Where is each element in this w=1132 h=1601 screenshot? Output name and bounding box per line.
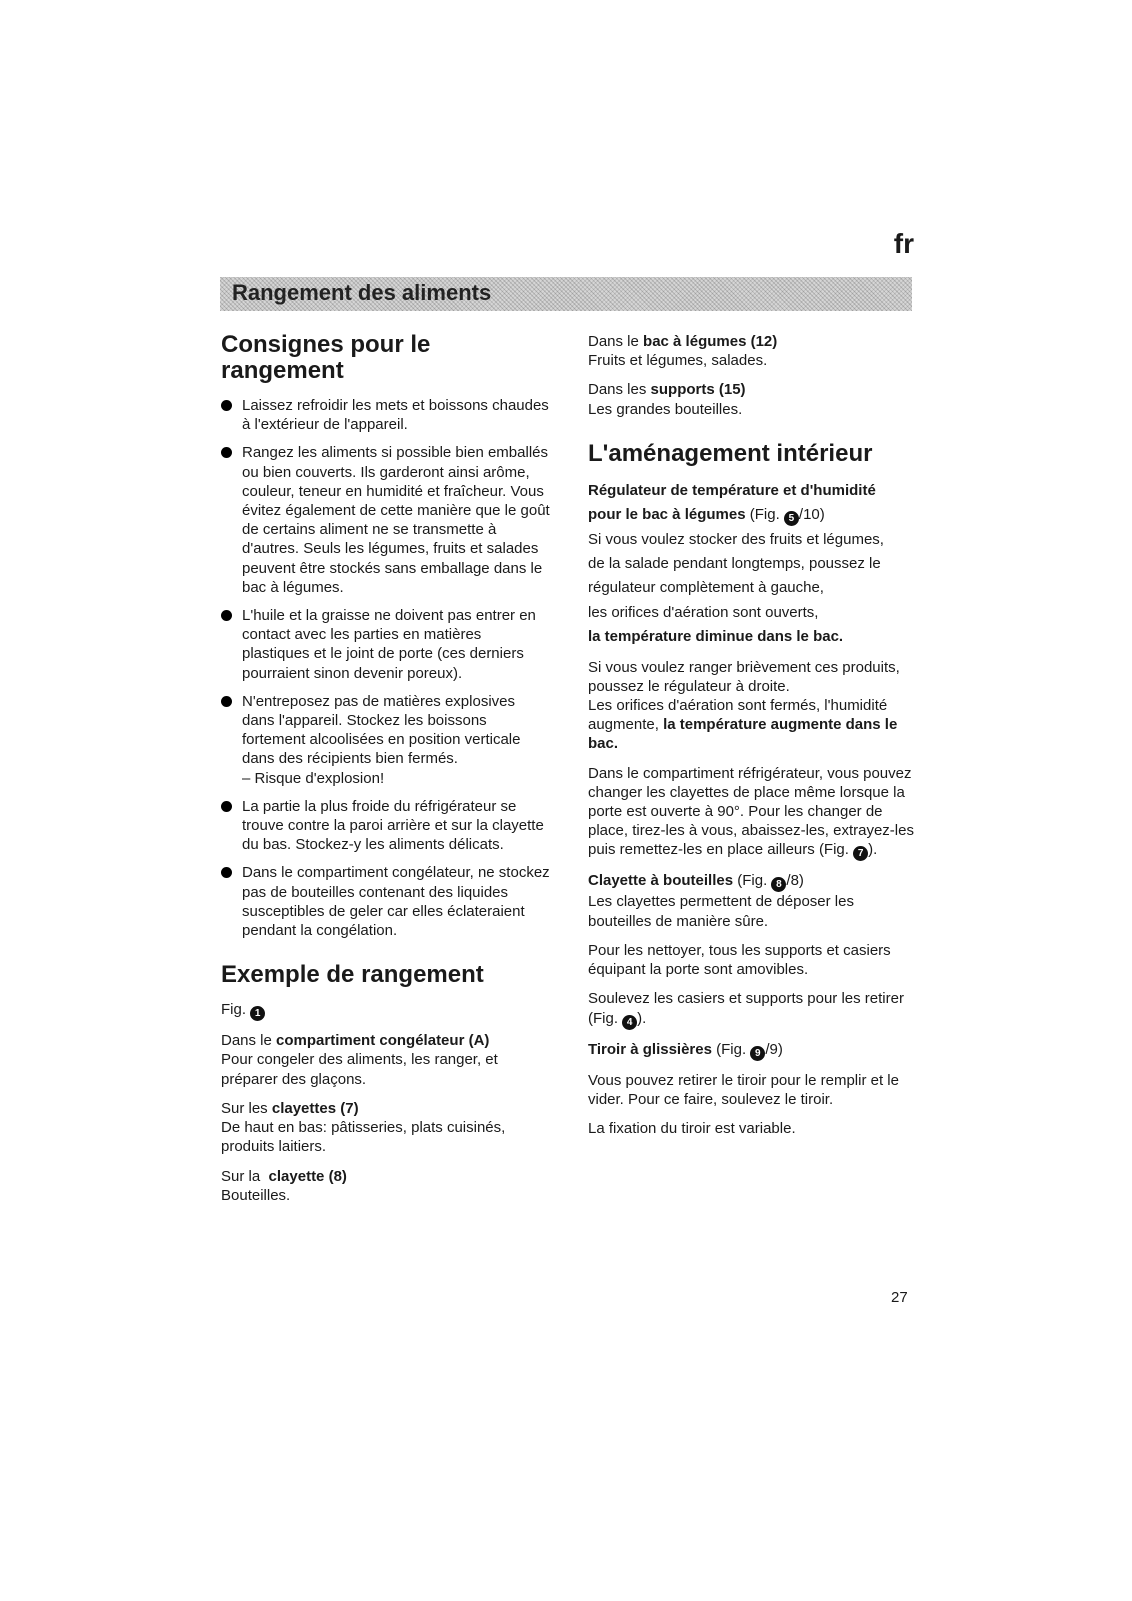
figure-number-badge: 4 xyxy=(622,1015,637,1030)
heading-interior-layout: L'aménagement intérieur xyxy=(588,439,873,467)
cleaning-paragraph: Pour les nettoyer, tous les supports et casiers équipant la porte sont amovibles. xyxy=(588,941,891,979)
shelf-8-paragraph: Sur la clayette (8) Bouteilles. xyxy=(221,1167,347,1204)
drawer-title: Tiroir à glissières (Fig. 9 /9) xyxy=(588,1040,783,1059)
left-column xyxy=(221,332,551,1215)
regulator-section xyxy=(588,479,918,650)
regulator-line: régulateur complètement à gauche, xyxy=(588,579,824,597)
freezer-paragraph: Dans le compartiment congélateur (A) Pour congeler des aliments, les ranger, et préparer des glaçons. xyxy=(221,1032,498,1088)
lift-paragraph: Soulevez les casiers et supports pour les retirer (Fig. 4 ). xyxy=(588,990,904,1028)
instructions-list xyxy=(221,396,551,940)
heading-storage-instructions: Consignes pour le rangement xyxy=(221,331,431,384)
temperature-decrease-note: la température diminue dans le bac. xyxy=(588,628,844,646)
heading-storage-example: Exemple de rangement xyxy=(221,961,484,989)
regulator-line: de la salade pendant longtemps, poussez le xyxy=(588,555,881,573)
regulator-title: Régulateur de température et d'humidité xyxy=(588,481,876,499)
figure-reference: Fig. 1 xyxy=(221,1000,551,1021)
list-item: N'entreposez pas de matières explosives dans l'appareil. Stockez les boissons fortement alcoolisées en position verticale dans des récipients bien fermés. – Risque d'explosion! xyxy=(221,692,551,788)
drawer-paragraph: Vous pouvez retirer le tiroir pour le remplir et le vider. Pour ce faire, soulevez le tiroir. xyxy=(588,1071,899,1108)
explosion-risk-note: – Risque d'explosion! xyxy=(242,769,385,787)
supports-paragraph: Dans les supports (15) Les grandes bouteilles. xyxy=(588,381,746,418)
list-item: Rangez les aliments si possible bien emballés ou bien couverts. Ils garderont ainsi arôme, couleur, teneur en humidité et fraîcheur. Vous évitez également de cette manière que le goût de certains aliment ne se transmette à d'autres. Seuls les légumes, fruits et salades peuvent être stockés sans emballage dans le bac à légumes. xyxy=(221,443,551,597)
regulator-subtitle: pour le bac à légumes (Fig. 5 /10) xyxy=(588,506,825,525)
regulator-line: Si vous voulez stocker des fruits et légumes, xyxy=(588,530,884,548)
section-title: Rangement des aliments xyxy=(232,280,492,305)
move-shelves-paragraph: Dans le compartiment réfrigérateur, vous pouvez changer les clayettes de place même lorsque la porte est ouverte à 90°. Pour les changer de place, tirez-les à vous, abaissez-les, extrayez-les puis remettez-les en place ailleurs (Fig. 7 ). xyxy=(588,764,914,860)
vegetable-bin-paragraph: Dans le bac à légumes (12) Fruits et légumes, salades. xyxy=(588,333,778,370)
page-number: 27 xyxy=(891,1289,908,1306)
figure-number-badge: 7 xyxy=(853,846,868,861)
list-item: Dans le compartiment congélateur, ne stockez pas de bouteilles contenant des liquides susceptibles de geler car elles éclateraient pendant la congélation. xyxy=(221,863,551,940)
figure-number-badge: 9 xyxy=(750,1046,765,1061)
figure-number-badge: 5 xyxy=(784,511,799,526)
shelves-paragraph: Sur les clayettes (7) De haut en bas: pâtisseries, plats cuisinés, produits laitiers. xyxy=(221,1099,506,1156)
list-item: L'huile et la graisse ne doivent pas entrer en contact avec les parties en matières plastiques et le joint de porte (ces derniers pourraient sinon devenir poreux). xyxy=(221,606,551,683)
list-item: La partie la plus froide du réfrigérateur se trouve contre la paroi arrière et sur la clayette du bas. Stockez-y les aliments délicats. xyxy=(221,797,551,855)
regulator-line: les orifices d'aération sont ouverts, xyxy=(588,603,819,621)
drawer-fixation-paragraph: La fixation du tiroir est variable. xyxy=(588,1119,796,1137)
list-item: Laissez refroidir les mets et boissons chaudes à l'extérieur de l'appareil. xyxy=(221,396,551,434)
figure-number-badge: 8 xyxy=(771,877,786,892)
right-column xyxy=(588,332,918,1148)
section-header-band xyxy=(220,277,912,311)
short-storage-paragraph: Si vous voulez ranger brièvement ces produits, poussez le régulateur à droite. Les orifices d'aération sont fermés, l'humidité augmente, la température augmente dans le bac. xyxy=(588,658,900,753)
figure-number-badge: 1 xyxy=(250,1006,265,1021)
language-code: fr xyxy=(893,228,914,259)
bottle-shelf-paragraph: Clayette à bouteilles (Fig. 8 /8) Les clayettes permettent de déposer les bouteilles de manière sûre. xyxy=(588,872,854,930)
